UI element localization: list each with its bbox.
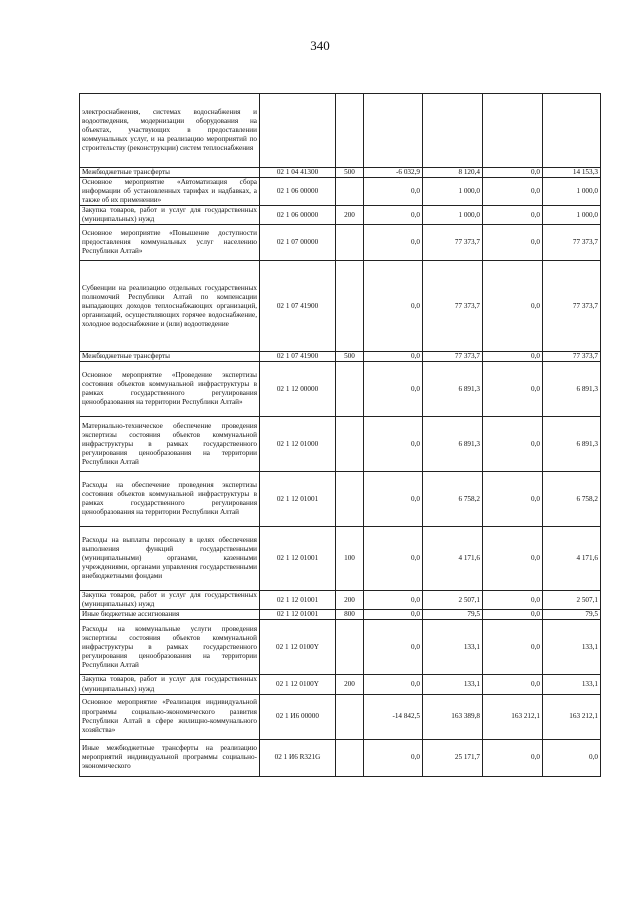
row-code: 02 1 12 0100Y: [260, 675, 336, 694]
row-value-4: 79,5: [543, 610, 601, 620]
table-row: [80, 178, 601, 206]
row-value-4: 6 891,3: [543, 417, 601, 472]
row-value-4: 77 373,7: [543, 261, 601, 352]
row-value-2: 2 507,1: [423, 591, 483, 610]
row-expense-type: [336, 417, 364, 472]
budget-table: [79, 93, 601, 777]
row-value-3: 0,0: [483, 362, 543, 417]
row-value-2: 8 120,4: [423, 168, 483, 178]
row-expense-type: 100: [336, 527, 364, 591]
row-value-2: 6 891,3: [423, 362, 483, 417]
row-code: 02 1 06 00000: [260, 206, 336, 225]
row-description: Иные бюджетные ассигнования: [80, 610, 260, 620]
row-value-2: 77 373,7: [423, 225, 483, 261]
table-row: [80, 472, 601, 527]
row-value-3: 0,0: [483, 225, 543, 261]
row-value-3: 0,0: [483, 472, 543, 527]
row-value-1: 0,0: [364, 417, 423, 472]
table-row: [80, 352, 601, 362]
table-row: [80, 694, 601, 739]
row-description: Закупка товаров, работ и услуг для государственных (муниципальных) нужд: [80, 591, 260, 610]
row-expense-type: [336, 94, 364, 168]
row-description: Субвенции на реализацию отдельных государственных полномочий Республики Алтай по компенсации выпадающих доходов теплоснабжающих организаций, организаций, осуществляющих горячее водоснабжение, холодное водоснабжение и (или) водоотведение: [80, 261, 260, 352]
row-value-4: 14 153,3: [543, 168, 601, 178]
row-value-2: [423, 94, 483, 168]
row-value-1: [364, 94, 423, 168]
row-value-2: 1 000,0: [423, 178, 483, 206]
row-value-4: 77 373,7: [543, 225, 601, 261]
table-row: [80, 739, 601, 776]
row-value-3: 0,0: [483, 739, 543, 776]
table-body: [80, 94, 601, 777]
row-description: Основное мероприятие «Проведение экспертизы состояния объектов коммунальной инфраструктуры в рамках государственного регулирования ценообразования на территории Республики Алтай»: [80, 362, 260, 417]
row-expense-type: 200: [336, 591, 364, 610]
table-row: [80, 94, 601, 168]
row-value-3: 0,0: [483, 675, 543, 694]
row-description: Закупка товаров, работ и услуг для государственных (муниципальных) нужд: [80, 206, 260, 225]
row-value-2: 25 171,7: [423, 739, 483, 776]
row-expense-type: [336, 225, 364, 261]
row-value-1: 0,0: [364, 675, 423, 694]
row-code: 02 1 12 01000: [260, 417, 336, 472]
row-description: Закупка товаров, работ и услуг для государственных (муниципальных) нужд: [80, 675, 260, 694]
row-expense-type: 800: [336, 610, 364, 620]
table-row: [80, 168, 601, 178]
row-value-1: 0,0: [364, 527, 423, 591]
table-row: [80, 591, 601, 610]
row-value-2: 4 171,6: [423, 527, 483, 591]
row-value-3: 0,0: [483, 206, 543, 225]
row-description: Расходы на выплаты персоналу в целях обеспечения выполнения функций государственными (муниципальными) органами, казенными учреждениями, органами управления государственными внебюджетными фондами: [80, 527, 260, 591]
row-description: Расходы на коммунальные услуги проведения экспертизы состояния объектов коммунальной инфраструктуры в рамках государственного регулирования ценообразования на территории Республики Алтай: [80, 620, 260, 675]
row-value-2: 6 758,2: [423, 472, 483, 527]
row-description: Межбюджетные трансферты: [80, 352, 260, 362]
row-value-2: 133,1: [423, 620, 483, 675]
row-description: Расходы на обеспечение проведения экспертизы состояния объектов коммунальной инфраструктуры в рамках государственного регулирования ценообразования на территории Республики Алтай: [80, 472, 260, 527]
row-expense-type: 500: [336, 168, 364, 178]
row-value-3: 0,0: [483, 352, 543, 362]
row-description: электроснабжения, системах водоснабжения и водоотведения, модернизации оборудования на объектах, участвующих в предоставлении коммунальных услуг, и на реализацию мероприятий по строительству (реконструкции) систем теплоснабжения: [80, 94, 260, 168]
row-code: 02 1 12 01001: [260, 591, 336, 610]
row-value-4: 77 373,7: [543, 352, 601, 362]
row-value-2: 79,5: [423, 610, 483, 620]
table-row: [80, 527, 601, 591]
row-value-4: 1 000,0: [543, 178, 601, 206]
row-value-1: 0,0: [364, 362, 423, 417]
row-value-2: 77 373,7: [423, 261, 483, 352]
table-row: [80, 610, 601, 620]
row-code: 02 1 12 01001: [260, 610, 336, 620]
row-value-1: -14 842,5: [364, 694, 423, 739]
row-value-3: 163 212,1: [483, 694, 543, 739]
row-value-3: 0,0: [483, 527, 543, 591]
row-value-1: 0,0: [364, 739, 423, 776]
row-value-4: 0,0: [543, 739, 601, 776]
row-code: 02 1 07 41900: [260, 261, 336, 352]
row-value-1: 0,0: [364, 178, 423, 206]
row-value-3: 0,0: [483, 610, 543, 620]
row-code: [260, 94, 336, 168]
row-code: 02 1 04 41300: [260, 168, 336, 178]
row-value-1: 0,0: [364, 225, 423, 261]
row-description: Основное мероприятие «Повышение доступности предоставления коммунальных услуг населению Республики Алтай»: [80, 225, 260, 261]
table-row: [80, 675, 601, 694]
row-value-1: 0,0: [364, 261, 423, 352]
row-value-3: 0,0: [483, 178, 543, 206]
row-value-4: 4 171,6: [543, 527, 601, 591]
row-value-3: 0,0: [483, 620, 543, 675]
row-value-4: 133,1: [543, 620, 601, 675]
row-value-4: 1 000,0: [543, 206, 601, 225]
row-code: 02 1 И6 R321G: [260, 739, 336, 776]
row-expense-type: [336, 739, 364, 776]
row-description: Иные межбюджетные трансферты на реализацию мероприятий индивидуальной программы социально-экономического: [80, 739, 260, 776]
row-value-4: 6 891,3: [543, 362, 601, 417]
row-value-1: 0,0: [364, 472, 423, 527]
page-number: 340: [310, 38, 330, 53]
row-expense-type: [336, 694, 364, 739]
row-code: 02 1 07 00000: [260, 225, 336, 261]
row-description: Материально-техническое обеспечение проведения экспертизы состояния объектов коммунальной инфраструктуры в рамках государственного регулирования ценообразования на территории Республики Алтай: [80, 417, 260, 472]
row-value-1: -6 032,9: [364, 168, 423, 178]
row-value-3: 0,0: [483, 168, 543, 178]
row-code: 02 1 07 41900: [260, 352, 336, 362]
row-value-1: 0,0: [364, 620, 423, 675]
row-expense-type: [336, 362, 364, 417]
table-row: [80, 206, 601, 225]
row-expense-type: [336, 620, 364, 675]
row-value-1: 0,0: [364, 352, 423, 362]
row-value-2: 1 000,0: [423, 206, 483, 225]
row-value-3: 0,0: [483, 591, 543, 610]
row-code: 02 1 06 00000: [260, 178, 336, 206]
row-value-1: 0,0: [364, 591, 423, 610]
row-value-4: 133,1: [543, 675, 601, 694]
row-expense-type: [336, 472, 364, 527]
row-value-4: [543, 94, 601, 168]
row-code: 02 1 И6 00000: [260, 694, 336, 739]
row-value-3: [483, 94, 543, 168]
row-description: Основное мероприятие «Автоматизация сбора информации об установленных тарифах и надбавках, а также об их применении»: [80, 178, 260, 206]
table-row: [80, 261, 601, 352]
row-value-2: 133,1: [423, 675, 483, 694]
table-row: [80, 417, 601, 472]
row-expense-type: 200: [336, 206, 364, 225]
row-code: 02 1 12 00000: [260, 362, 336, 417]
row-value-4: 6 758,2: [543, 472, 601, 527]
table-row: [80, 362, 601, 417]
row-code: 02 1 12 01001: [260, 472, 336, 527]
row-value-3: 0,0: [483, 417, 543, 472]
row-value-2: 6 891,3: [423, 417, 483, 472]
row-value-4: 2 507,1: [543, 591, 601, 610]
row-value-1: 0,0: [364, 610, 423, 620]
row-expense-type: [336, 261, 364, 352]
row-value-4: 163 212,1: [543, 694, 601, 739]
row-code: 02 1 12 01001: [260, 527, 336, 591]
table-row: [80, 620, 601, 675]
row-value-3: 0,0: [483, 261, 543, 352]
row-description: Основное мероприятие «Реализация индивидуальной программы социально-экономического развития Республики Алтай в сфере жилищно-коммунального хозяйства»: [80, 694, 260, 739]
row-value-2: 163 389,8: [423, 694, 483, 739]
row-description: Межбюджетные трансферты: [80, 168, 260, 178]
row-expense-type: [336, 178, 364, 206]
row-value-2: 77 373,7: [423, 352, 483, 362]
row-code: 02 1 12 0100Y: [260, 620, 336, 675]
row-expense-type: 500: [336, 352, 364, 362]
table-row: [80, 225, 601, 261]
row-value-1: 0,0: [364, 206, 423, 225]
row-expense-type: 200: [336, 675, 364, 694]
